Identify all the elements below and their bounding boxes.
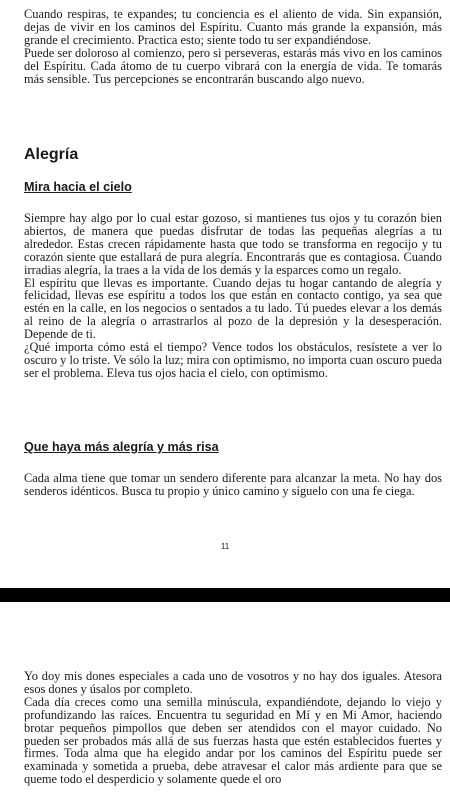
subsection-title: Que haya más alegría y más risa — [24, 440, 219, 454]
page-separator — [0, 588, 450, 602]
section-heading: Alegría — [24, 146, 79, 163]
paragraph: Cada alma tiene que tomar un sendero diferente para alcanzar la meta. No hay dos senderos idénticos. Busca tu propio y único camino y síguelo con una fe ciega. — [24, 471, 442, 498]
book-page-bottom — [0, 602, 450, 800]
page2-text — [24, 670, 442, 786]
paragraph: ¿Qué importa cómo está el tiempo? Vence todos los obstáculos, resístete a ver lo oscuro y lo triste. Ve sólo la luz; mira con optimismo, no importa cuan oscuro pueda ser el problema. Eleva tus ojos hacia el cielo, con optimismo. — [24, 340, 442, 380]
paragraph: Yo doy mis dones especiales a cada uno de vosotros y no hay dos iguales. Atesora esos dones y úsalos por completo. — [24, 669, 442, 696]
paragraph: Puede ser doloroso al comienzo, pero si perseveras, estarás más vivo en los caminos del Espíritu. Cada átomo de tu cuerpo vibrará con la energía de vida. Te tomarás más sensible. Tus percepciones se encontrarán buscando algo nuevo. — [24, 45, 442, 86]
intro-text — [24, 8, 442, 85]
subsection-title: Mira hacia el cielo — [24, 180, 132, 194]
section1-text — [24, 212, 442, 380]
paragraph: El espíritu que llevas es importante. Cuando dejas tu hogar cantando de alegría y felicidad, llevas ese espíritu a todos los que están en contacto contigo, ya sea que estén en la calle, en los negocios o sentados a tu lado. Tú puedes elevar a los demás al reino de la alegría o arrastrarlos al pozo de la depresión y la desesperación. Depende de ti. — [24, 275, 442, 342]
section2-text — [24, 472, 442, 498]
paragraph: Cada día creces como una semilla minúscula, expandiéndote, dejando lo viejo y profundizando las raíces. Encuentra tu seguridad en Mí y en Mi Amor, haciendo brotar pequeños pimpollos que deben ser atendidos con el mayor cuidado. No pueden ser probados más allá de sus fuerzas hasta que estén establecidos fuertes y firmes. Toda alma que ha elegido andar por los caminos del Espíritu puede ser examinada y sometida a prueba, debe atravesar el calor más ardiente para que se queme todo el desperdicio y solamente quede el oro — [24, 694, 442, 787]
paragraph: Cuando respiras, te expandes; tu conciencia es el aliento de vida. Sin expansión, dejas de vivir en los caminos del Espíritu. Cuanto más grande la expansión, más grande el crecimiento. Practica esto; siente todo tu ser expandiéndose. — [24, 7, 442, 47]
page-number: 11 — [220, 542, 230, 551]
paragraph: Siempre hay algo por lo cual estar gozoso, si mantienes tus ojos y tu corazón bien abiertos, de manera que puedas disfrutar de todas las pequeñas alegrías a tu alrededor. Estas crecen rápidamente hasta que todo se transforma en regocijo y tu corazón siente que estallará de pura alegría. Encontrarás que es contagiosa. Cuando irradias alegría, la traes a la vida de los demás y la esparces como un regalo. — [24, 211, 442, 277]
